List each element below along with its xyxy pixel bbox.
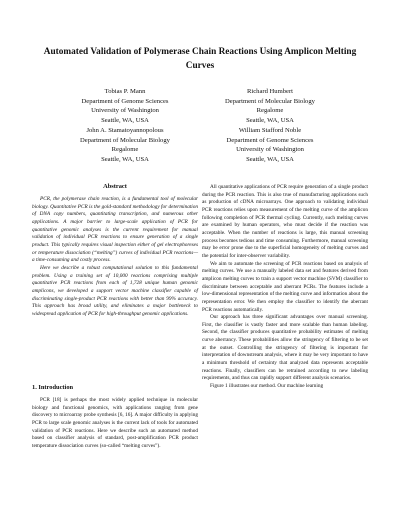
intro-paragraph-1: PCR [18] is perhaps the most widely applied technique in molecular biology and functional genomics, with applications ranging from gene discovery to microarray probe synthesis [6, 16]. A major difficulty in applying PCR to large scale genomic analyses is the current lack of tools for automated validation of PCR reactions. Here we describe such an automated method based on classifier analysis of standard, post-amplification PCR product temperature dissociation curves (so-called “melting curves”). bbox=[32, 397, 198, 449]
right-paragraph-3: Our approach has three significant advantages over manual screening. First, the classifier is vastly faster and more scalable than human labeling. Second, the classifier produces quantitative probability estimates of melting curve aberrancy. These probabilities allow the stringency of filtering to be set at the outset. Controlling the stringency of filtering is important for interpretation of downstream analysis, where it may be very important to have a minimum threshold of certainty that analyzed data represents acceptable reactions. Finally, classifiers can be retrained according to new labeling requirements, and thus can rapidly support different analysis scenarios. bbox=[202, 314, 368, 382]
author-name: William Stafford Noble bbox=[238, 127, 302, 134]
author-location: Seattle, WA, USA bbox=[246, 116, 294, 124]
author-location: Seattle, WA, USA bbox=[246, 155, 294, 163]
author-name: Richard Humbert bbox=[247, 88, 293, 95]
author-dept: Department of Genome Sciences bbox=[81, 97, 169, 105]
right-paragraph-1: All quantitative applications of PCR require generation of a single product during the PCR reaction. This is also true of manufacturing applications such as production of cDNA microarrays. One approach to validating individual PCR reactions relies upon measurement of the melting curve of the amplicon following completion of PCR thermal cycling. Currently, such melting curves are examined by human operators, who must decide if the reaction was acceptable. When the number of reactions is large, this manual screening process becomes tedious and time consuming. Furthermore, manual screening may be error prone due to the superficial homogeneity of melting curves and the potential for inter-observer variability. bbox=[202, 184, 368, 259]
author-org: University of Washington bbox=[91, 107, 159, 115]
right-paragraph-2: We aim to automate the screening of PCR reactions based on analysis of melting curves. We use a manually labeled data set and features derived from amplicon melting curves to train a support vector machine (SVM) classifier to discriminate between acceptable and aberrant PCRs. The features include a low-dimensional representation of the melting curve and information about the representation error. We then employ the classifier to identify the aberrant PCR reactions automatically. bbox=[202, 260, 368, 313]
author-dept: Department of Genome Sciences bbox=[226, 136, 314, 144]
author-org: Regalome bbox=[111, 146, 139, 154]
title-line-2: Curves bbox=[185, 60, 215, 71]
right-column-body bbox=[202, 184, 368, 391]
author-block-humbert bbox=[195, 87, 345, 125]
author-dept: Department of Molecular Biology bbox=[225, 97, 315, 105]
author-block-stamatoyannopolous bbox=[50, 126, 200, 164]
author-block-noble bbox=[195, 126, 345, 164]
author-dept: Department of Molecular Biology bbox=[80, 136, 170, 144]
section-heading-introduction: 1. Introduction bbox=[32, 384, 74, 391]
right-paragraph-4: Figure 1 illustrates our method. Our machine learning bbox=[210, 383, 324, 390]
author-org: University of Washington bbox=[236, 146, 304, 154]
abstract-paragraph-2: Here we describe a robust computational solution to this fundamental problem. Using a training set of 10,000 reactions comprising multiple quantitative PCR reactions from each of 1,728 unique human genomic amplicons, we developed a support vector machine classifier capable of discriminating single-product PCR reactions with better than 99% accuracy. This approach has broad utility, and eliminates a major bottleneck to widespread application of PCR for high-throughput genomic applications. bbox=[32, 264, 198, 317]
paper-title bbox=[20, 46, 380, 73]
author-block-mann bbox=[50, 87, 200, 125]
author-location: Seattle, WA, USA bbox=[101, 155, 149, 163]
author-org: Regalome bbox=[256, 107, 284, 115]
author-name: Tobias P. Mann bbox=[104, 88, 146, 95]
introduction-body bbox=[32, 397, 198, 451]
abstract-heading: Abstract bbox=[103, 183, 127, 190]
author-name: John A. Stamatoyannopolous bbox=[86, 127, 164, 134]
author-location: Seattle, WA, USA bbox=[101, 116, 149, 124]
abstract-body bbox=[32, 196, 198, 319]
abstract-paragraph-1: PCR, the polymerase chain reaction, is a fundamental tool of molecular biology. Quantitative PCR is the gold-standard methodology for determination of DNA copy numbers, quantitating transcription, and numerous other applications. A major barrier to large-scale application of PCR for quantitative genomic analyses is the current requirement for manual validation of individual PCR reactions to ensure generation of a single product. This typically requires visual inspection either of gel electrophoreses or temperature dissociation (“melting”) curves of individual PCR reactions—a time-consuming and costly process. bbox=[32, 196, 198, 264]
title-line-1: Automated Validation of Polymerase Chain Reactions Using Amplicon Melting bbox=[43, 47, 357, 57]
